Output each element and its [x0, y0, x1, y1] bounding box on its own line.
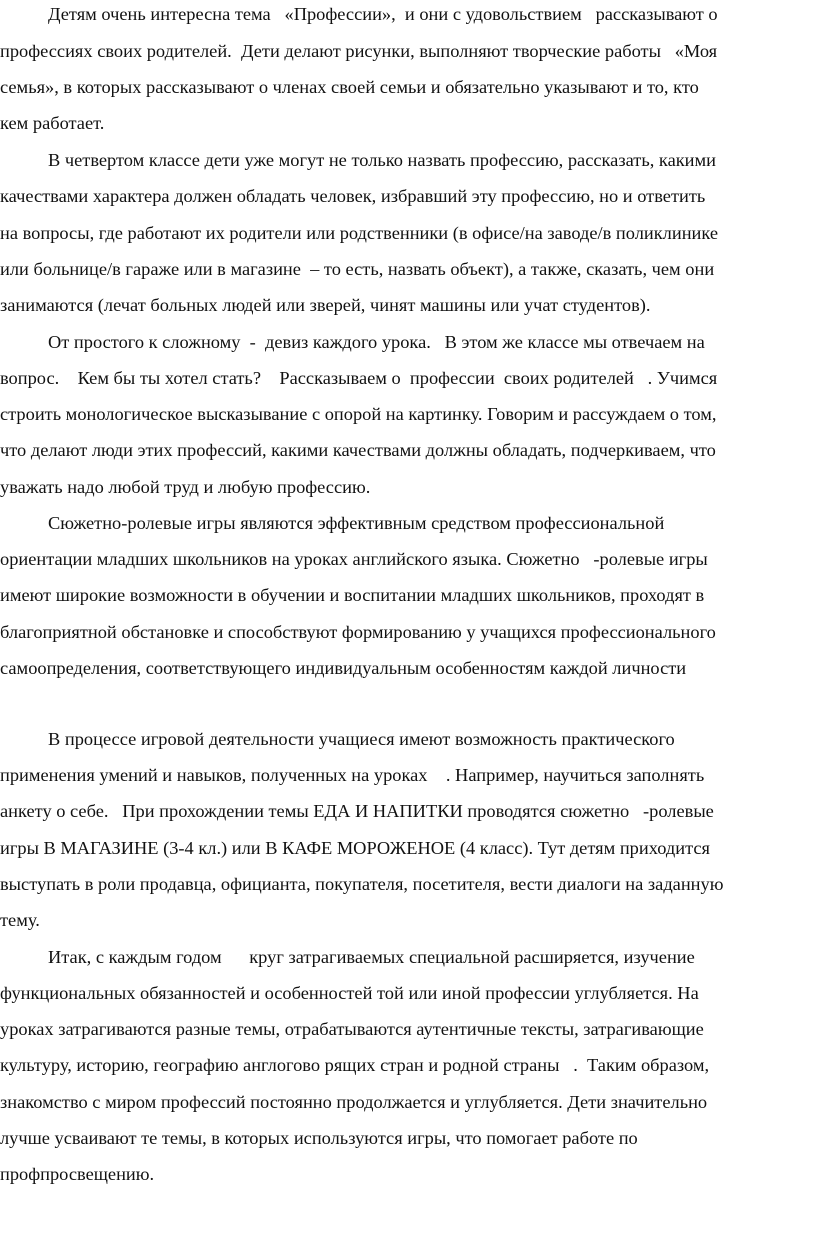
text-line: тему.	[0, 910, 40, 930]
text-line: строить монологическое высказывание с опорой на картинку. Говорим и рассуждаем о том,	[0, 404, 717, 424]
text-line: знакомство с миром профессий постоянно продолжается и углубляется. Дети значительно	[0, 1092, 708, 1112]
text-line: уроках затрагиваются разные темы, отрабатываются аутентичные тексты, затрагивающие	[0, 1019, 704, 1039]
text-line: вопрос. Кем бы ты хотел стать? Рассказываем о профессии своих родителей . Учимся	[0, 368, 718, 388]
text-line: Сюжетно-ролевые игры являются эффективным средством профессиональной	[48, 513, 665, 533]
text-line: кем работает.	[0, 113, 105, 133]
text-line: семья», в которых рассказывают о членах своей семьи и обязательно указывают и то, кто	[0, 77, 699, 97]
text-line: применения умений и навыков, полученных на уроках . Например, научиться заполнять	[0, 765, 705, 785]
text-line: на вопросы, где работают их родители или родственники (в офисе/на заводе/в поликлинике	[0, 223, 719, 243]
text-line: профессиях своих родителей. Дети делают рисунки, выполняют творческие работы «Моя	[0, 41, 718, 61]
text-line: Детям очень интересна тема «Профессии», и они с удовольствием рассказывают о	[48, 4, 718, 24]
text-line: В процессе игровой деятельности учащиеся имеют возможность практического	[48, 729, 675, 749]
text-line: что делают люди этих профессий, какими качествами должны обладать, подчеркиваем, что	[0, 440, 716, 460]
text-line: или больнице/в гараже или в магазине – то есть, назвать объект), а также, сказать, чем они	[0, 259, 715, 279]
text-line: уважать надо любой труд и любую профессию.	[0, 477, 371, 497]
text-line: профпросвещению.	[0, 1164, 155, 1184]
text-line: ориентации младших школьников на уроках английского языка. Сюжетно -ролевые игры	[0, 549, 708, 569]
text-line: функциональных обязанностей и особенностей той или иной профессии углубляется. На	[0, 983, 699, 1003]
text-line: имеют широкие возможности в обучении и воспитании младших школьников, проходят в	[0, 585, 705, 605]
text-line: игры В МАГАЗИНЕ (3-4 кл.) или В КАФЕ МОРОЖЕНОЕ (4 класс). Тут детям приходится	[0, 838, 710, 858]
text-line: занимаются (лечат больных людей или зверей, чинят машины или учат студентов).	[0, 295, 651, 315]
text-line: самоопределения, соответствующего индивидуальным особенностям каждой личности	[0, 658, 687, 678]
text-line: лучше усваивают те темы, в которых используются игры, что помогает работе по	[0, 1128, 638, 1148]
text-line: благоприятной обстановке и способствуют формированию у учащихся профессионального	[0, 622, 716, 642]
text-line: культуру, историю, географию англогово рящих стран и родной страны . Таким образом,	[0, 1055, 710, 1075]
text-line: В четвертом классе дети уже могут не только назвать профессию, рассказать, какими	[48, 150, 716, 170]
text-line: От простого к сложному - девиз каждого урока. В этом же классе мы отвечаем на	[48, 332, 705, 352]
text-line: выступать в роли продавца, официанта, покупателя, посетителя, вести диалоги на заданную	[0, 874, 724, 894]
text-line: анкету о себе. При прохождении темы ЕДА И НАПИТКИ проводятся сюжетно -ролевые	[0, 801, 714, 821]
text-line: Итак, с каждым годом круг затрагиваемых специальной расширяется, изучение	[48, 947, 695, 967]
text-line: качествами характера должен обладать человек, избравший эту профессию, но и ответить	[0, 186, 706, 206]
